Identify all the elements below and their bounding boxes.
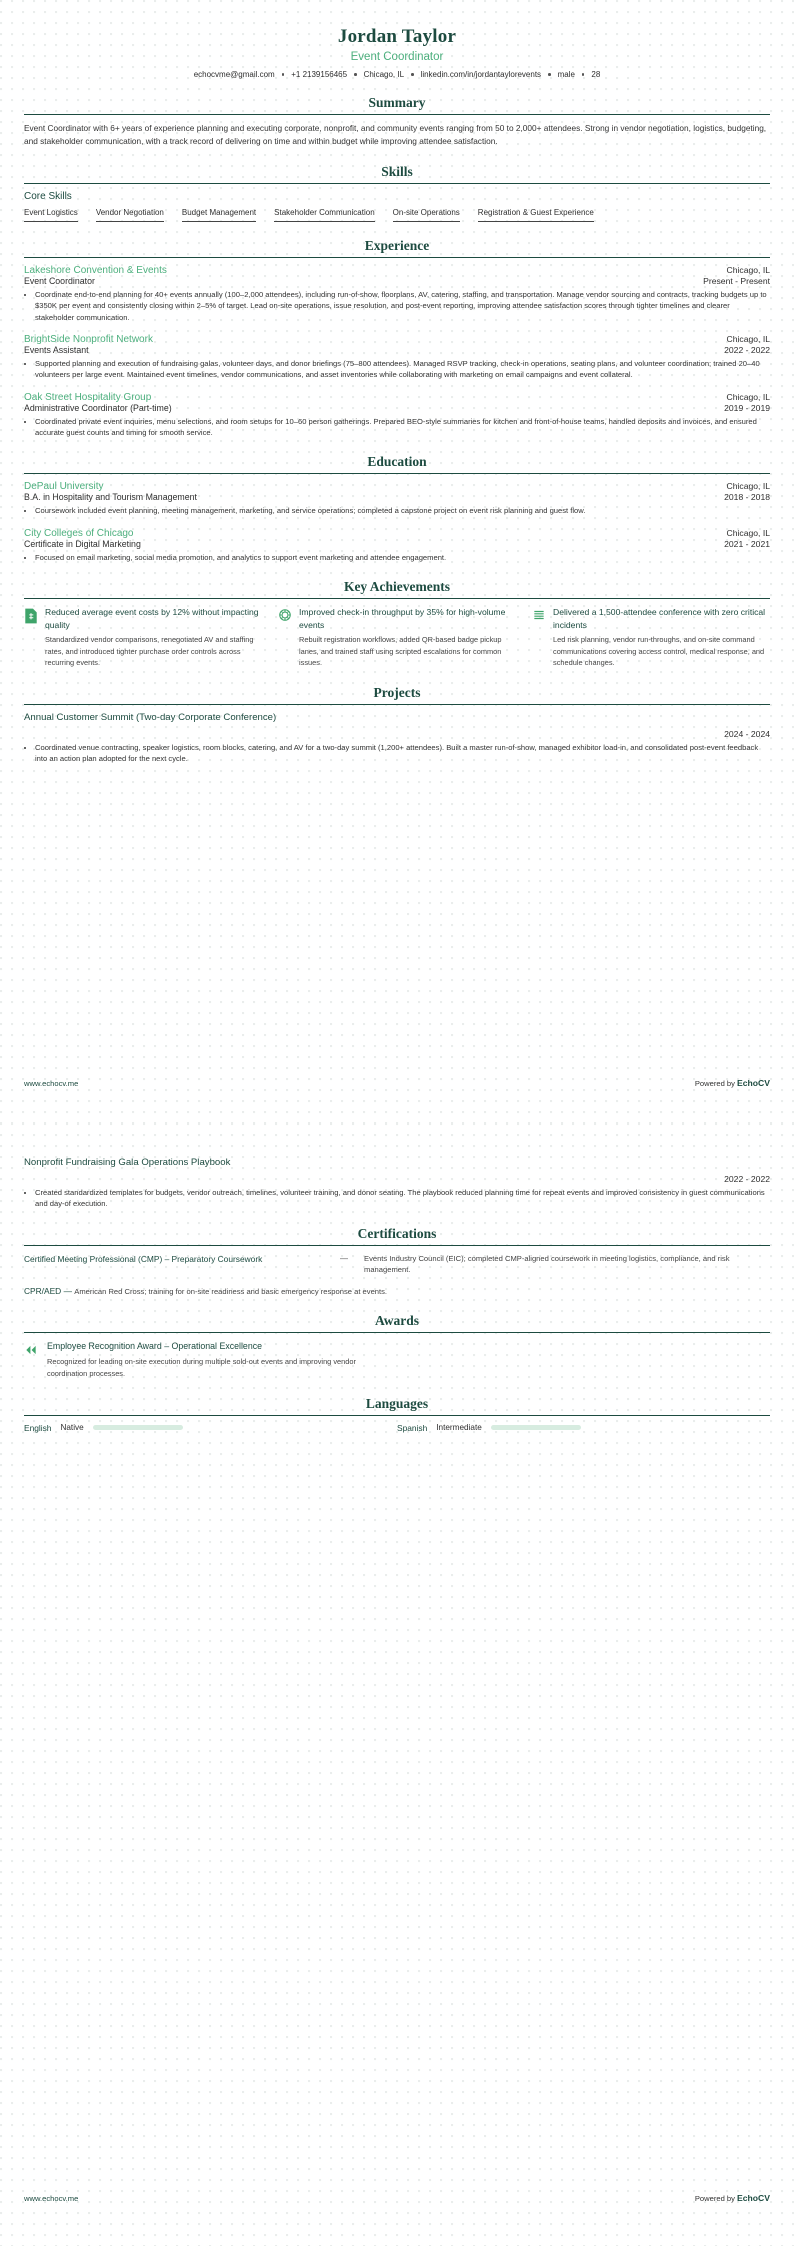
award-title: Employee Recognition Award – Operational Excellence [47,1341,262,1352]
certification-description: Events Industry Council (EIC); completed CMP-aligned coursework in meeting logistics, compliance, and risk management. [364,1253,730,1275]
entry-organization: Oak Street Hospitality Group [24,391,152,403]
entry-bullet-list [24,358,770,381]
achievement-description: Rebuilt registration workflows, added QR-based badge pickup lanes, and trained staff using scripted escalations for common issues. [299,635,502,668]
candidate-name: Jordan Taylor [337,26,457,47]
entry-role-row [24,276,770,286]
contact-separator-dot [582,73,585,76]
entry-role-row [24,492,770,502]
section-divider [24,257,770,258]
entry-header-row [24,392,770,403]
section-divider [24,183,770,184]
achievement-title: Improved check-in throughput by 35% for high-volume events [299,607,506,630]
project-name: Nonprofit Fundraising Gala Operations Playbook [24,1157,231,1168]
entry-bullet: • Coordinated private event inquiries, menu selections, and room setups for 10–60 person gatherings. Prepared BEO-style summaries for kitchen and front-of-house teams, handled deposits and invoices, and ensured accurate guest counts and timing for smooth service. [35,416,770,439]
rewind-icon [24,1343,38,1357]
project-entry [24,1157,770,1210]
skill-chip: Registration & Guest Experience [478,208,594,222]
footer-powered-label: Powered by [694,1079,738,1088]
language-proficiency-bar [93,1425,183,1430]
certification-description: American Red Cross; training for on-site readiness and basic emergency response at events. [74,1286,388,1296]
language-level: Intermediate [436,1423,482,1433]
section-divider [24,1332,770,1333]
footer-url[interactable]: www.echocv.me [24,1079,79,1088]
contact-item[interactable]: 28 [591,70,601,79]
contact-item[interactable]: Chicago, IL [363,70,405,79]
entry-bullet-list [24,289,770,323]
contact-separator-dot [282,73,285,76]
language-item [397,1423,770,1433]
summary-section [24,95,770,148]
entry [24,481,770,516]
skills-group-title: Core Skills [24,190,72,202]
summary-text: Event Coordinator with 6+ years of experience planning and executing corporate, nonprofit, and community events ranging from 50 to 2,000+ attendees. Strong in vendor negotiation, logistics, budgeting, and stakeholder communication, with a track record of delivering on time and within budget while improving attendee satisfaction. [24,123,767,146]
entry-dates: 2019 - 2019 [724,402,770,413]
contact-item[interactable]: linkedin.com/in/jordantaylorevents [420,70,542,79]
achievement-body [299,606,516,668]
project-name: Annual Customer Summit (Two-day Corporate Conference) [24,711,277,723]
projects-section-continued [24,1157,770,1210]
achievement-item [278,606,516,668]
entry-dates: Present - Present [703,275,770,286]
footer-powered-by [695,1078,770,1088]
footer-powered-label: Powered by [694,2194,738,2203]
entry [24,528,770,563]
skill-chip: Event Logistics [24,208,78,222]
entry-role: Event Coordinator [24,275,95,286]
entry-header-row [24,481,770,492]
badge-icon [278,608,292,624]
section-divider [24,114,770,115]
achievement-item [24,606,262,668]
certification-name: CPR/AED [24,1285,62,1296]
project-bullet-list [24,1187,770,1210]
certifications-list [24,1253,770,1297]
entry-header-row [24,265,770,276]
section-title-education: Education [367,454,427,470]
entry-organization: Lakeshore Convention & Events [24,264,167,276]
projects-list [24,1157,770,1210]
contact-line [24,70,770,79]
entry-dates: 2018 - 2018 [724,492,770,503]
candidate-job-title: Event Coordinator [350,51,444,63]
achievement-body [45,606,262,668]
projects-section [24,685,770,765]
section-divider [24,473,770,474]
certification-separator: — [340,1253,348,1263]
entry-location: Chicago, IL [726,264,770,275]
section-title-projects: Projects [373,684,421,700]
achievement-title: Reduced average event costs by 12% without impacting quality [45,607,259,630]
entry-bullet: • Coordinate end-to-end planning for 40+ events annually (100–2,000 attendees), including run-of-show, floorplans, AV, catering, staffing, and transportation. Manage vendor sourcing and contracts, tracking budgets up to $350K per event and consistently closing within 2–5% of target. Lead on-site operations, issue resolution, and post-event reporting, improving attendee satisfaction scores through tighter timelines and clearer stakeholder communication. [35,289,770,323]
skill-chip: On-site Operations [393,208,460,222]
entry-bullet: • Supported planning and execution of fundraising galas, volunteer days, and donor briefings (75–800 attendees). Managed RSVP tracking, check-in operations, seating plans, and volunteer coordination; trained 20–40 volunteers per large event. Maintained event timelines, vendor communications, and asset inventories while collaborating with marketing on email campaigns and event collateral. [35,358,770,381]
entry-bullet: • Focused on email marketing, social media promotion, and analytics to support event marketing and attendee engagement. [35,552,770,563]
language-name: Spanish [397,1422,428,1433]
projects-list [24,712,770,765]
page-footer [24,2193,770,2203]
skill-chip: Stakeholder Communication [274,208,375,222]
section-divider [24,704,770,705]
section-title-certifications: Certifications [357,1225,437,1241]
project-bullet: • Created standardized templates for budgets, vendor outreach, timelines, volunteer training, and donor seating. The playbook reduced planning time for repeat events and improved consistency in guest communications and day-of execution. [35,1187,770,1210]
contact-item[interactable]: echocvme@gmail.com [193,70,275,79]
achievements-section [24,579,770,668]
section-title-experience: Experience [364,237,430,253]
entry-dates: 2022 - 2022 [724,344,770,355]
achievements-grid [24,606,770,668]
footer-url[interactable]: www.echocv.me [24,2194,79,2203]
award-body [47,1340,382,1379]
achievement-description: Standardized vendor comparisons, renegotiated AV and staffing rates, and introduced tighter purchase order controls across recurring events. [45,635,254,668]
entry-organization: BrightSide Nonprofit Network [24,333,153,345]
skill-chip-list [24,208,770,222]
certification-item [24,1285,770,1298]
entry-organization: DePaul University [24,481,104,493]
entry-bullet: • Coursework included event planning, meeting management, marketing, and service operations; completed a capstone project on event risk planning and guest flow. [35,505,770,516]
list-icon [532,608,546,624]
languages-list [24,1423,770,1433]
award-description: Recognized for leading on-site execution during multiple sold-out events and improving vendor coordination processes. [47,1356,356,1378]
entry-role: Events Assistant [24,344,89,355]
entry-organization: City Colleges of Chicago [24,527,134,539]
entry-location: Chicago, IL [726,333,770,344]
page-footer [24,1078,770,1088]
experience-list [24,265,770,439]
section-title-languages: Languages [365,1395,429,1411]
experience-section [24,238,770,439]
education-list [24,481,770,563]
footer-powered-by [695,2193,770,2203]
entry-role-row [24,539,770,549]
skill-chip: Budget Management [182,208,256,222]
achievement-item [532,606,770,668]
invoice-icon [24,608,38,624]
project-dates: 2022 - 2022 [724,1174,770,1184]
project-bullet: • Coordinated venue contracting, speaker logistics, room blocks, catering, and AV for a two-day summit (1,200+ attendees). Built a master run-of-show, managed exhibitor load-in, and consolidated post-event feedback into an action plan adopted for the next cycle. [35,742,770,765]
certification-name: Certified Meeting Professional (CMP) – Preparatory Coursework [24,1253,263,1264]
entry-location: Chicago, IL [726,481,770,492]
award-item [24,1340,382,1379]
entry-location: Chicago, IL [726,391,770,402]
entry-role-row [24,345,770,355]
contact-item[interactable]: +1 2139156465 [291,70,348,79]
skill-chip: Vendor Negotiation [96,208,164,222]
project-entry [24,712,770,765]
entry-role: Certificate in Digital Marketing [24,538,141,549]
entry-bullet-list [24,505,770,516]
language-item [24,1423,397,1433]
contact-separator-dot [354,73,357,76]
section-title-awards: Awards [374,1313,419,1329]
awards-section [24,1313,770,1379]
footer-brand: EchoCV [737,1078,770,1088]
entry-header-row [24,334,770,345]
language-level: Native [60,1423,84,1433]
certification-item [24,1253,770,1276]
education-section [24,454,770,563]
contact-separator-dot [411,73,414,76]
section-title-achievements: Key Achievements [343,579,451,595]
language-proficiency-bar [491,1425,581,1430]
achievement-description: Led risk planning, vendor run-throughs, and on-site command communications covering access control, medical response, and schedule changes. [553,635,765,668]
entry [24,392,770,439]
entry-bullet-list [24,416,770,439]
project-dates: 2024 - 2024 [724,728,770,739]
section-divider [24,1245,770,1246]
resume-header [24,0,770,79]
certifications-section [24,1226,770,1297]
footer-brand: EchoCV [737,2193,770,2203]
achievement-title: Delivered a 1,500-attendee conference with zero critical incidents [553,607,766,630]
resume-page-2 [0,1123,794,2246]
entry-role: B.A. in Hospitality and Tourism Management [24,492,197,503]
section-divider [24,598,770,599]
entry [24,265,770,323]
contact-item[interactable]: male [557,70,575,79]
entry-role-row [24,403,770,413]
section-title-summary: Summary [368,95,426,110]
languages-section [24,1396,770,1433]
section-divider [24,1415,770,1416]
certification-separator: — [63,1285,72,1296]
achievement-body [553,606,770,668]
entry [24,334,770,381]
entry-role: Administrative Coordinator (Part-time) [24,402,172,413]
skills-section [24,164,770,222]
language-name: English [24,1422,52,1433]
entry-header-row [24,528,770,539]
entry-location: Chicago, IL [726,527,770,538]
entry-dates: 2021 - 2021 [724,538,770,549]
awards-list [24,1340,770,1379]
project-bullet-list [24,742,770,765]
entry-bullet-list [24,552,770,563]
section-title-skills: Skills [381,163,413,179]
contact-separator-dot [548,73,551,76]
